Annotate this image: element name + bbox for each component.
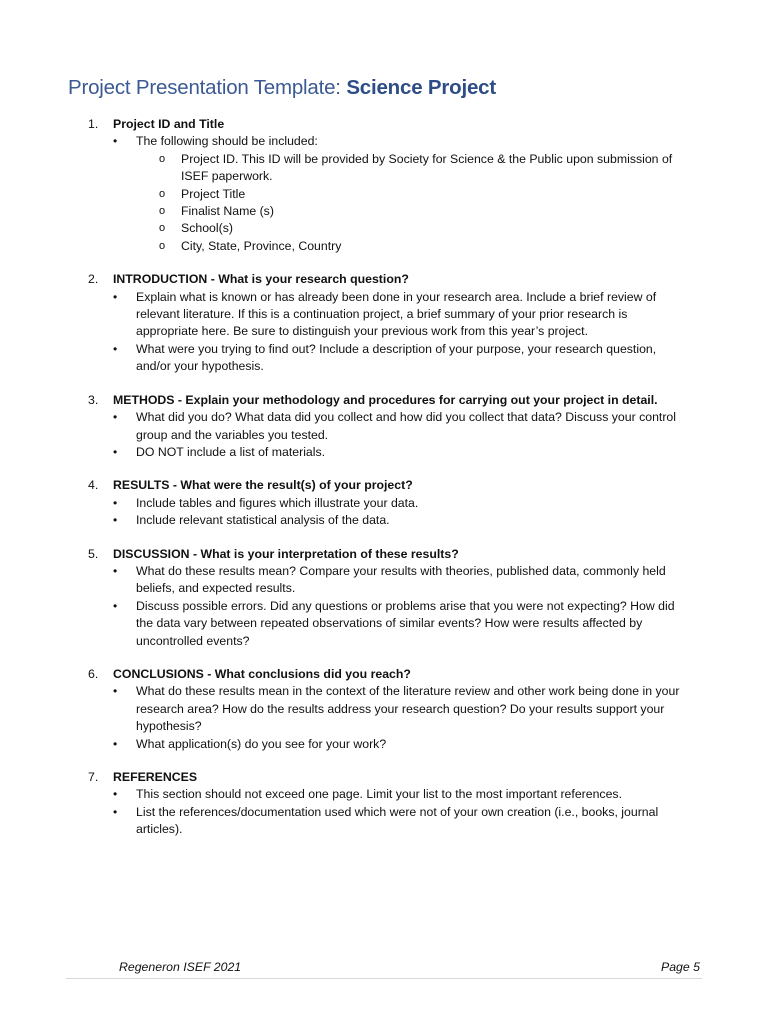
circle-bullet-icon: o <box>159 205 166 218</box>
section-heading <box>88 477 688 494</box>
section-heading <box>88 666 688 683</box>
bullet-list <box>88 133 688 255</box>
bullet-icon: • <box>113 736 118 751</box>
section-heading-text <box>113 392 658 409</box>
section-heading-text <box>113 769 197 786</box>
circle-bullet-icon: o <box>159 187 166 200</box>
list-item-text: The following should be included: <box>136 134 318 149</box>
list-item <box>111 341 688 376</box>
sub-list-item-text: Finalist Name (s) <box>181 204 274 219</box>
bullet-icon: • <box>113 444 118 459</box>
sub-list-item-text: School(s) <box>181 221 233 236</box>
circle-bullet-icon: o <box>159 222 166 235</box>
footer-divider <box>66 978 702 979</box>
bullet-list <box>88 495 688 530</box>
section-number: 1. <box>88 117 99 131</box>
list-item <box>111 598 688 650</box>
list-item-text: What do these results mean? Compare your results with theories, published data, commonly held beliefs, and expected results. <box>136 563 666 596</box>
section-heading-question: - Explain your methodology and procedures for carrying out your project in detail. <box>174 392 658 407</box>
page-title <box>68 76 496 100</box>
list-item <box>111 444 688 461</box>
section-heading-text <box>113 116 224 133</box>
list-item <box>111 786 688 803</box>
list-item <box>111 133 688 255</box>
bullet-icon: • <box>113 289 118 304</box>
bullet-icon: • <box>113 787 118 802</box>
section-heading <box>88 271 688 288</box>
list-item <box>111 512 688 529</box>
section-heading-label: REFERENCES <box>113 770 198 784</box>
list-item-text: What do these results mean in the context of the literature review and other work being done in your research area? How do the results address your research question? Do your results support your hypothesis? <box>136 684 680 734</box>
sub-list-item <box>159 203 688 220</box>
bullet-list <box>88 786 688 838</box>
sub-list-item-text: Project ID. This ID will be provided by Society for Science & the Public upon submission of ISEF paperwork. <box>181 151 673 184</box>
sub-list-item <box>159 220 688 237</box>
bullet-icon: • <box>113 804 118 819</box>
section-heading-question: - What were the result(s) of your project? <box>169 478 413 493</box>
footer-left: Regeneron ISEF 2021 <box>119 960 242 974</box>
bullet-icon: • <box>113 410 118 425</box>
section-heading-label: INTRODUCTION <box>113 272 208 287</box>
list-item-text: Include tables and figures which illustrate your data. <box>136 495 419 510</box>
section-1 <box>88 116 688 255</box>
list-item-text: Explain what is known or has already been done in your research area. Include a brief review of relevant literature. If this is a continuation project, a brief summary of your prior research is appropriate here. Be sure to distinguish your previous work from this year’s project. <box>136 289 657 339</box>
bullet-icon: • <box>113 513 118 528</box>
list-item-text: This section should not exceed one page. Limit your list to the most important references. <box>136 787 622 802</box>
sub-list-item <box>159 186 688 203</box>
bullet-icon: • <box>113 598 118 613</box>
list-item-text: What application(s) do you see for your work? <box>136 736 387 751</box>
section-6 <box>88 666 688 753</box>
section-heading-question: - What conclusions did you reach? <box>203 666 411 681</box>
section-heading-label: METHODS <box>113 392 175 407</box>
bullet-icon: • <box>113 563 118 578</box>
circle-bullet-icon: o <box>159 239 166 252</box>
bullet-list <box>88 683 688 753</box>
sub-list-item-text: City, State, Province, Country <box>181 238 342 253</box>
bullet-icon: • <box>113 684 118 699</box>
section-heading <box>88 546 688 563</box>
section-heading-question: - What is your research question? <box>207 272 409 287</box>
title-emphasis: Science Project <box>346 76 497 99</box>
section-number: 7. <box>88 770 99 784</box>
list-item <box>111 495 688 512</box>
section-5 <box>88 546 688 650</box>
bullet-icon: • <box>113 134 118 149</box>
list-item-text: List the references/documentation used which were not of your own creation (i.e., books, journal articles). <box>136 804 659 837</box>
list-item <box>111 409 688 444</box>
section-heading-text <box>113 477 413 494</box>
list-item <box>111 683 688 735</box>
list-item-text: DO NOT include a list of materials. <box>136 444 326 459</box>
bullet-icon: • <box>113 495 118 510</box>
section-heading <box>88 769 688 786</box>
list-item <box>111 804 688 839</box>
sub-list-item <box>159 238 688 255</box>
list-item <box>111 563 688 598</box>
section-3 <box>88 392 688 462</box>
section-number: 3. <box>88 392 99 407</box>
bullet-icon: • <box>113 341 118 356</box>
list-item <box>111 736 688 753</box>
section-heading-question: - What is your interpretation of these results? <box>189 546 459 561</box>
section-heading-text <box>113 271 409 288</box>
list-item-text: Discuss possible errors. Did any questions or problems arise that you were not expecting? How did the data vary between repeated observations of similar events? How were results affected by uncontrolled events? <box>136 598 675 648</box>
section-heading <box>88 116 688 133</box>
section-heading-label: RESULTS <box>113 478 170 493</box>
section-heading <box>88 392 688 409</box>
section-number: 2. <box>88 272 99 287</box>
sections-list <box>88 116 688 855</box>
section-number: 4. <box>88 478 99 493</box>
section-2 <box>88 271 688 375</box>
title-prefix: Project Presentation Template: <box>68 76 347 99</box>
list-item-text: Include relevant statistical analysis of the data. <box>136 513 390 528</box>
section-heading-text <box>113 666 411 683</box>
list-item-text: What did you do? What data did you collect and how did you collect that data? Discuss your control group and the variables you tested. <box>136 410 677 442</box>
section-heading-label: Project ID and Title <box>113 117 225 131</box>
list-item-text: What were you trying to find out? Include a description of your purpose, your research question, and/or your hypothesis. <box>136 341 657 374</box>
bullet-list <box>88 289 688 376</box>
sub-list-item-text: Project Title <box>181 186 246 201</box>
section-heading-label: CONCLUSIONS <box>113 666 204 681</box>
footer-page-number: Page 5 <box>661 960 700 974</box>
section-heading-label: DISCUSSION <box>113 546 190 561</box>
section-heading-text <box>113 546 459 563</box>
sub-list <box>136 151 688 255</box>
bullet-list <box>88 563 688 650</box>
section-7 <box>88 769 688 839</box>
sub-list-item <box>159 151 688 186</box>
circle-bullet-icon: o <box>159 152 166 165</box>
bullet-list <box>88 409 688 461</box>
section-4 <box>88 477 688 529</box>
section-number: 6. <box>88 666 99 681</box>
section-number: 5. <box>88 546 99 561</box>
list-item <box>111 289 688 341</box>
